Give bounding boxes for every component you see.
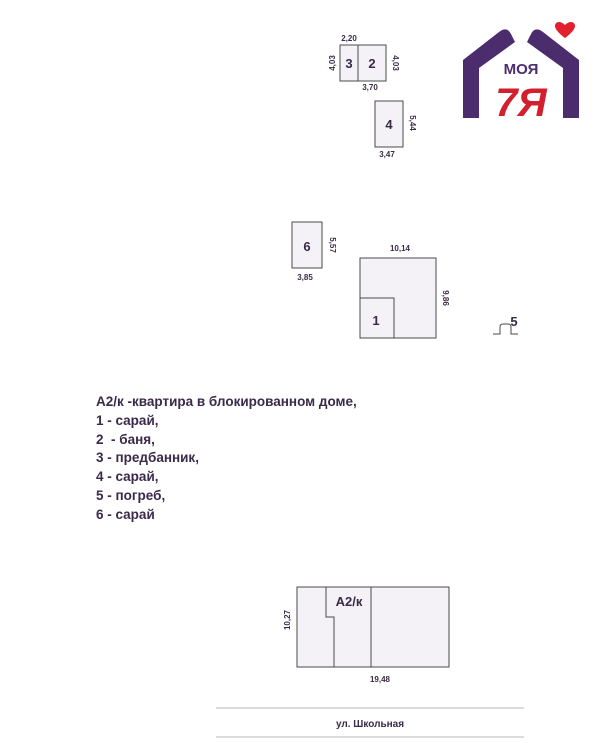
dim-b6-right: 5,57 [328, 237, 337, 253]
house-outline [297, 587, 449, 667]
building-4-group [375, 101, 417, 159]
legend-item: А2/к -квартира в блокированном доме, [96, 394, 357, 409]
brand-logo [461, 18, 581, 122]
cellar-5-label: 5 [510, 314, 518, 329]
dim-b23-top: 2,20 [341, 34, 357, 43]
dim-b23-left: 4,03 [328, 55, 337, 71]
heart-icon [555, 22, 575, 38]
dim-house-left: 10,27 [283, 609, 292, 631]
building-1-label: 1 [372, 313, 380, 328]
building-4-label: 4 [385, 117, 393, 132]
building-6-label: 6 [303, 239, 311, 254]
building-2-3 [328, 34, 400, 92]
legend-item: 3 - предбанник, [96, 450, 199, 466]
legend-item: 2 - баня, [96, 431, 155, 447]
dim-b6-bottom: 3,85 [297, 273, 313, 282]
building-1-group [360, 244, 450, 338]
legend-item: 4 - сарай, [96, 469, 159, 485]
legend-item: 6 - сарай [96, 506, 155, 522]
dim-b4-bottom: 3,47 [379, 150, 395, 159]
legend [96, 393, 357, 525]
house-label: A2/к [335, 594, 363, 609]
dim-b1-right: 9,86 [441, 290, 450, 306]
dim-b4-right: 5,44 [408, 115, 417, 131]
dim-b23-bottom: 3,70 [362, 83, 378, 92]
house-a2k [283, 587, 449, 684]
building-2-label: 2 [368, 56, 376, 71]
building-6-group [292, 222, 337, 282]
legend-item: 5 - погреб, [96, 487, 166, 503]
street-label: ул. Школьная [335, 719, 405, 730]
dim-b1-top: 10,14 [389, 244, 411, 253]
cellar-5 [493, 314, 518, 334]
logo-bottom-text: 7Я [495, 81, 547, 122]
street [216, 708, 524, 737]
dim-b23-right: 4,03 [391, 55, 400, 71]
legend-item: 1 - сарай, [96, 412, 159, 428]
logo-top-text: МОЯ [503, 61, 539, 78]
building-3-label: 3 [345, 56, 353, 71]
dim-house-bottom: 19,48 [369, 675, 391, 684]
